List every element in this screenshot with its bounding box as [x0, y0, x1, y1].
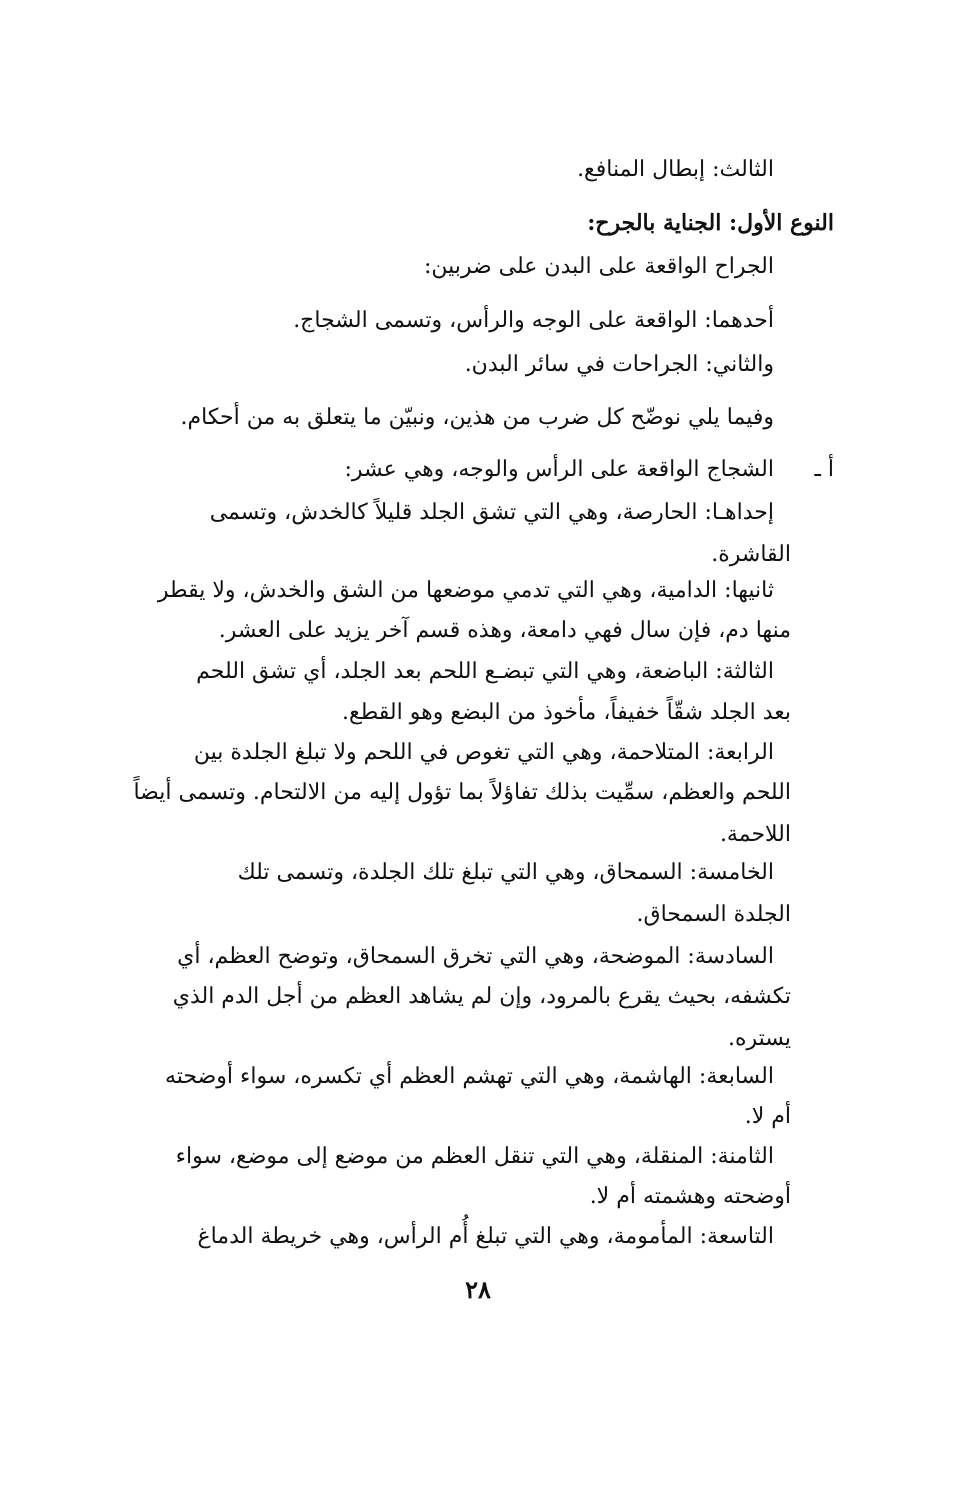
page-number: ٢٨: [465, 1275, 491, 1304]
text-line: التاسعة: المأمومة، وهي التي تبلغ أُم الرأس، وهي خريطة الدماغ: [197, 1224, 774, 1249]
text-line: القاشرة.: [711, 542, 791, 567]
text-line: اللاحمة.: [719, 822, 791, 847]
text-line: بعد الجلد شقّاً خفيفاً، مأخوذ من البضع وهو القطع.: [342, 700, 791, 725]
heading-title: الجناية بالجرح:: [587, 210, 722, 236]
text-line: منها دم، فإن سال فهي دامعة، وهذه قسم آخر يزيد على العشر.: [218, 618, 791, 643]
heading-lead: النوع الأول:: [729, 210, 834, 236]
section-marker: أ ـ: [814, 457, 834, 482]
text-line: تكشفه، بحيث يقرع بالمرود، وإن لم يشاهد العظم من أجل الدم الذي: [172, 984, 791, 1009]
text-line: الرابعة: المتلاحمة، وهي التي تغوص في اللحم ولا تبلغ الجلدة بين: [193, 740, 774, 765]
text-line: الجراح الواقعة على البدن على ضربين:: [423, 254, 774, 279]
section-heading: [587, 208, 834, 238]
text-line: السادسة: الموضحة، وهي التي تخرق السمحاق، وتوضح العظم، أي: [177, 944, 774, 969]
text-line: والثاني: الجراحات في سائر البدن.: [464, 352, 774, 377]
text-line: الخامسة: السمحاق، وهي التي تبلغ تلك الجلدة، وتسمى تلك: [237, 860, 774, 885]
text-line: إحداهـا: الحارصة، وهي التي تشق الجلد قليلاً كالخدش، وتسمى: [209, 500, 774, 525]
text-line: أحدهما: الواقعة على الوجه والرأس، وتسمى الشجاج.: [293, 308, 774, 333]
text-line: اللحم والعظم، سمِّيت بذلك تفاؤلاً بما تؤول إليه من الالتحام. وتسمى أيضاً: [133, 780, 791, 805]
text-line: أم لا.: [744, 1104, 791, 1129]
text-line: الجلدة السمحاق.: [636, 902, 791, 927]
text-line: وفيما يلي نوضّح كل ضرب من هذين، ونبيّن ما يتعلق به من أحكام.: [180, 405, 774, 430]
text-line: الثالث: إبطال المنافع.: [577, 157, 774, 182]
text-line: السابعة: الهاشمة، وهي التي تهشم العظم أي تكسره، سواء أوضحته: [164, 1064, 774, 1089]
text-line: الثامنة: المنقلة، وهي التي تنقل العظم من موضع إلى موضع، سواء: [175, 1144, 774, 1169]
text-line: أوضحته وهشمته أم لا.: [589, 1184, 791, 1209]
text-line: الشجاج الواقعة على الرأس والوجه، وهي عشر:: [344, 457, 774, 482]
text-line: الثالثة: الباضعة، وهي التي تبضـع اللحم بعد الجلد، أي تشق اللحم: [196, 659, 774, 684]
text-line: يستره.: [727, 1026, 791, 1051]
text-line: ثانيها: الدامية، وهي التي تدمي موضعها من الشق والخدش، ولا يقطر: [157, 578, 774, 603]
